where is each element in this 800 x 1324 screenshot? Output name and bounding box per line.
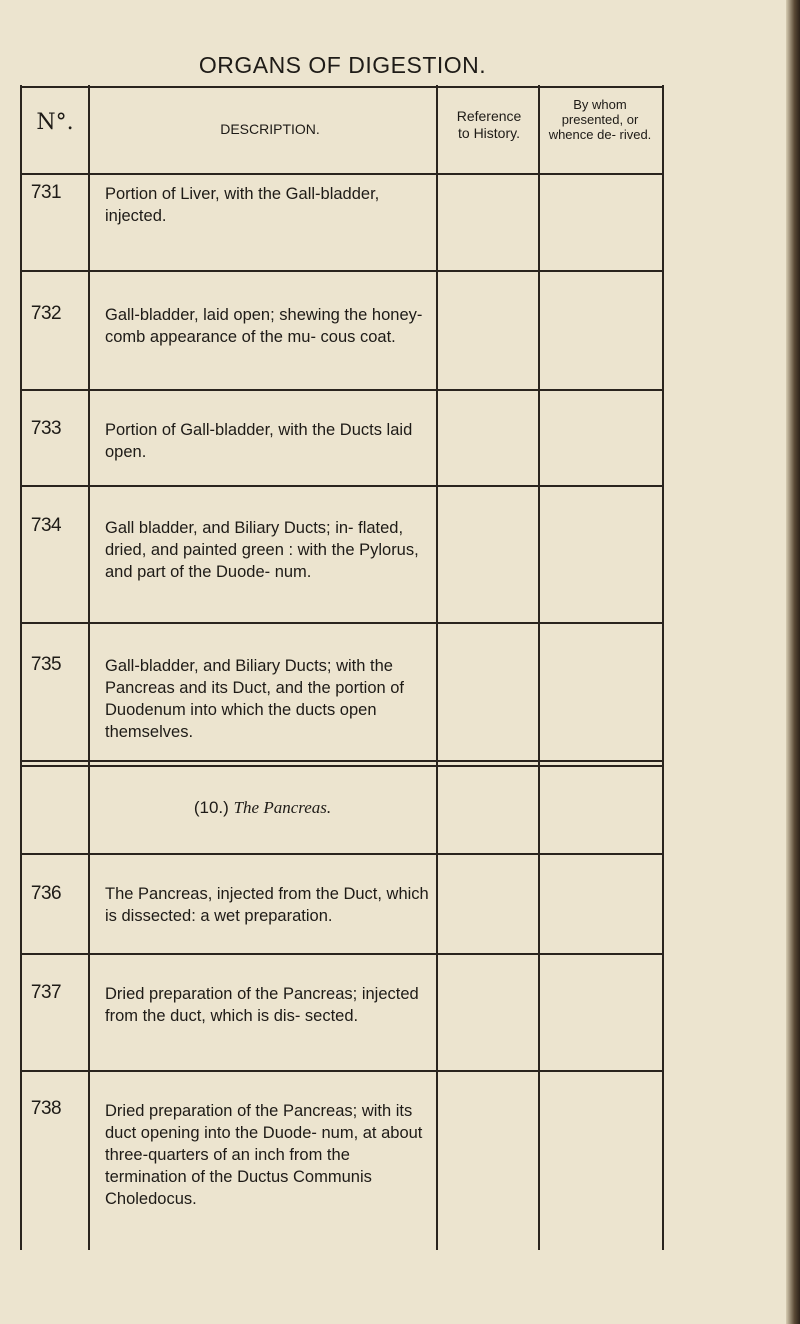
catalogue-number: 736 [30, 883, 62, 904]
row-rule [20, 389, 663, 391]
header-description: DESCRIPTION. [220, 121, 320, 137]
column-rule [88, 85, 90, 1250]
specimen-description: The Pancreas, injected from the Duct, which is dissected: a wet preparation. [105, 885, 429, 925]
column-rule [538, 85, 540, 1250]
row-rule [20, 485, 663, 487]
catalogue-number: 737 [30, 982, 62, 1003]
section-heading [90, 798, 435, 818]
specimen-description: Gall-bladder, laid open; shewing the honey-comb appearance of the mu- cous coat. [105, 306, 423, 346]
catalogue-number: 732 [30, 303, 62, 324]
section-title: The Pancreas. [233, 798, 332, 817]
row-rule [20, 622, 663, 624]
row-rule [20, 760, 663, 762]
column-rule [662, 85, 664, 1250]
column-rule [436, 85, 438, 1250]
catalogue-number: 738 [30, 1098, 62, 1119]
specimen-description: Gall-bladder, and Biliary Ducts; with the Pancreas and its Duct, and the portion of Duodenum into which the ducts open themselves. [105, 657, 405, 741]
page-edge [786, 0, 800, 1324]
row-rule [20, 1070, 663, 1072]
row-rule [20, 173, 663, 175]
row-rule [20, 86, 663, 88]
row-rule [20, 853, 663, 855]
catalogue-number: 734 [30, 515, 62, 536]
specimen-description: Portion of Gall-bladder, with the Ducts laid open. [105, 421, 413, 461]
row-rule [20, 953, 663, 955]
specimen-description: Dried preparation of the Pancreas; with its duct opening into the Duode- num, at about three-quarters of an inch from the termination of the Ductus Communis Choledocus. [105, 1102, 423, 1208]
row-rule [20, 765, 663, 767]
catalogue-number: 733 [30, 418, 62, 439]
catalogue-number: 731 [30, 182, 62, 203]
specimen-description: Gall bladder, and Biliary Ducts; in- flated, dried, and painted green : with the Pylorus, and part of the Duode- num. [105, 519, 419, 581]
header-presenter: By whom presented, or whence de- rived. [548, 97, 652, 142]
page-title: ORGANS OF DIGESTION. [198, 52, 487, 78]
specimen-description: Dried preparation of the Pancreas; injected from the duct, which is dis- sected. [105, 985, 419, 1025]
section-number: (10.) [193, 798, 229, 817]
specimen-description: Portion of Liver, with the Gall-bladder, injected. [105, 185, 380, 225]
catalogue-number: 735 [30, 654, 62, 675]
header-reference: Reference to History. [456, 108, 522, 141]
row-rule [20, 270, 663, 272]
header-number: N°. [36, 110, 74, 135]
